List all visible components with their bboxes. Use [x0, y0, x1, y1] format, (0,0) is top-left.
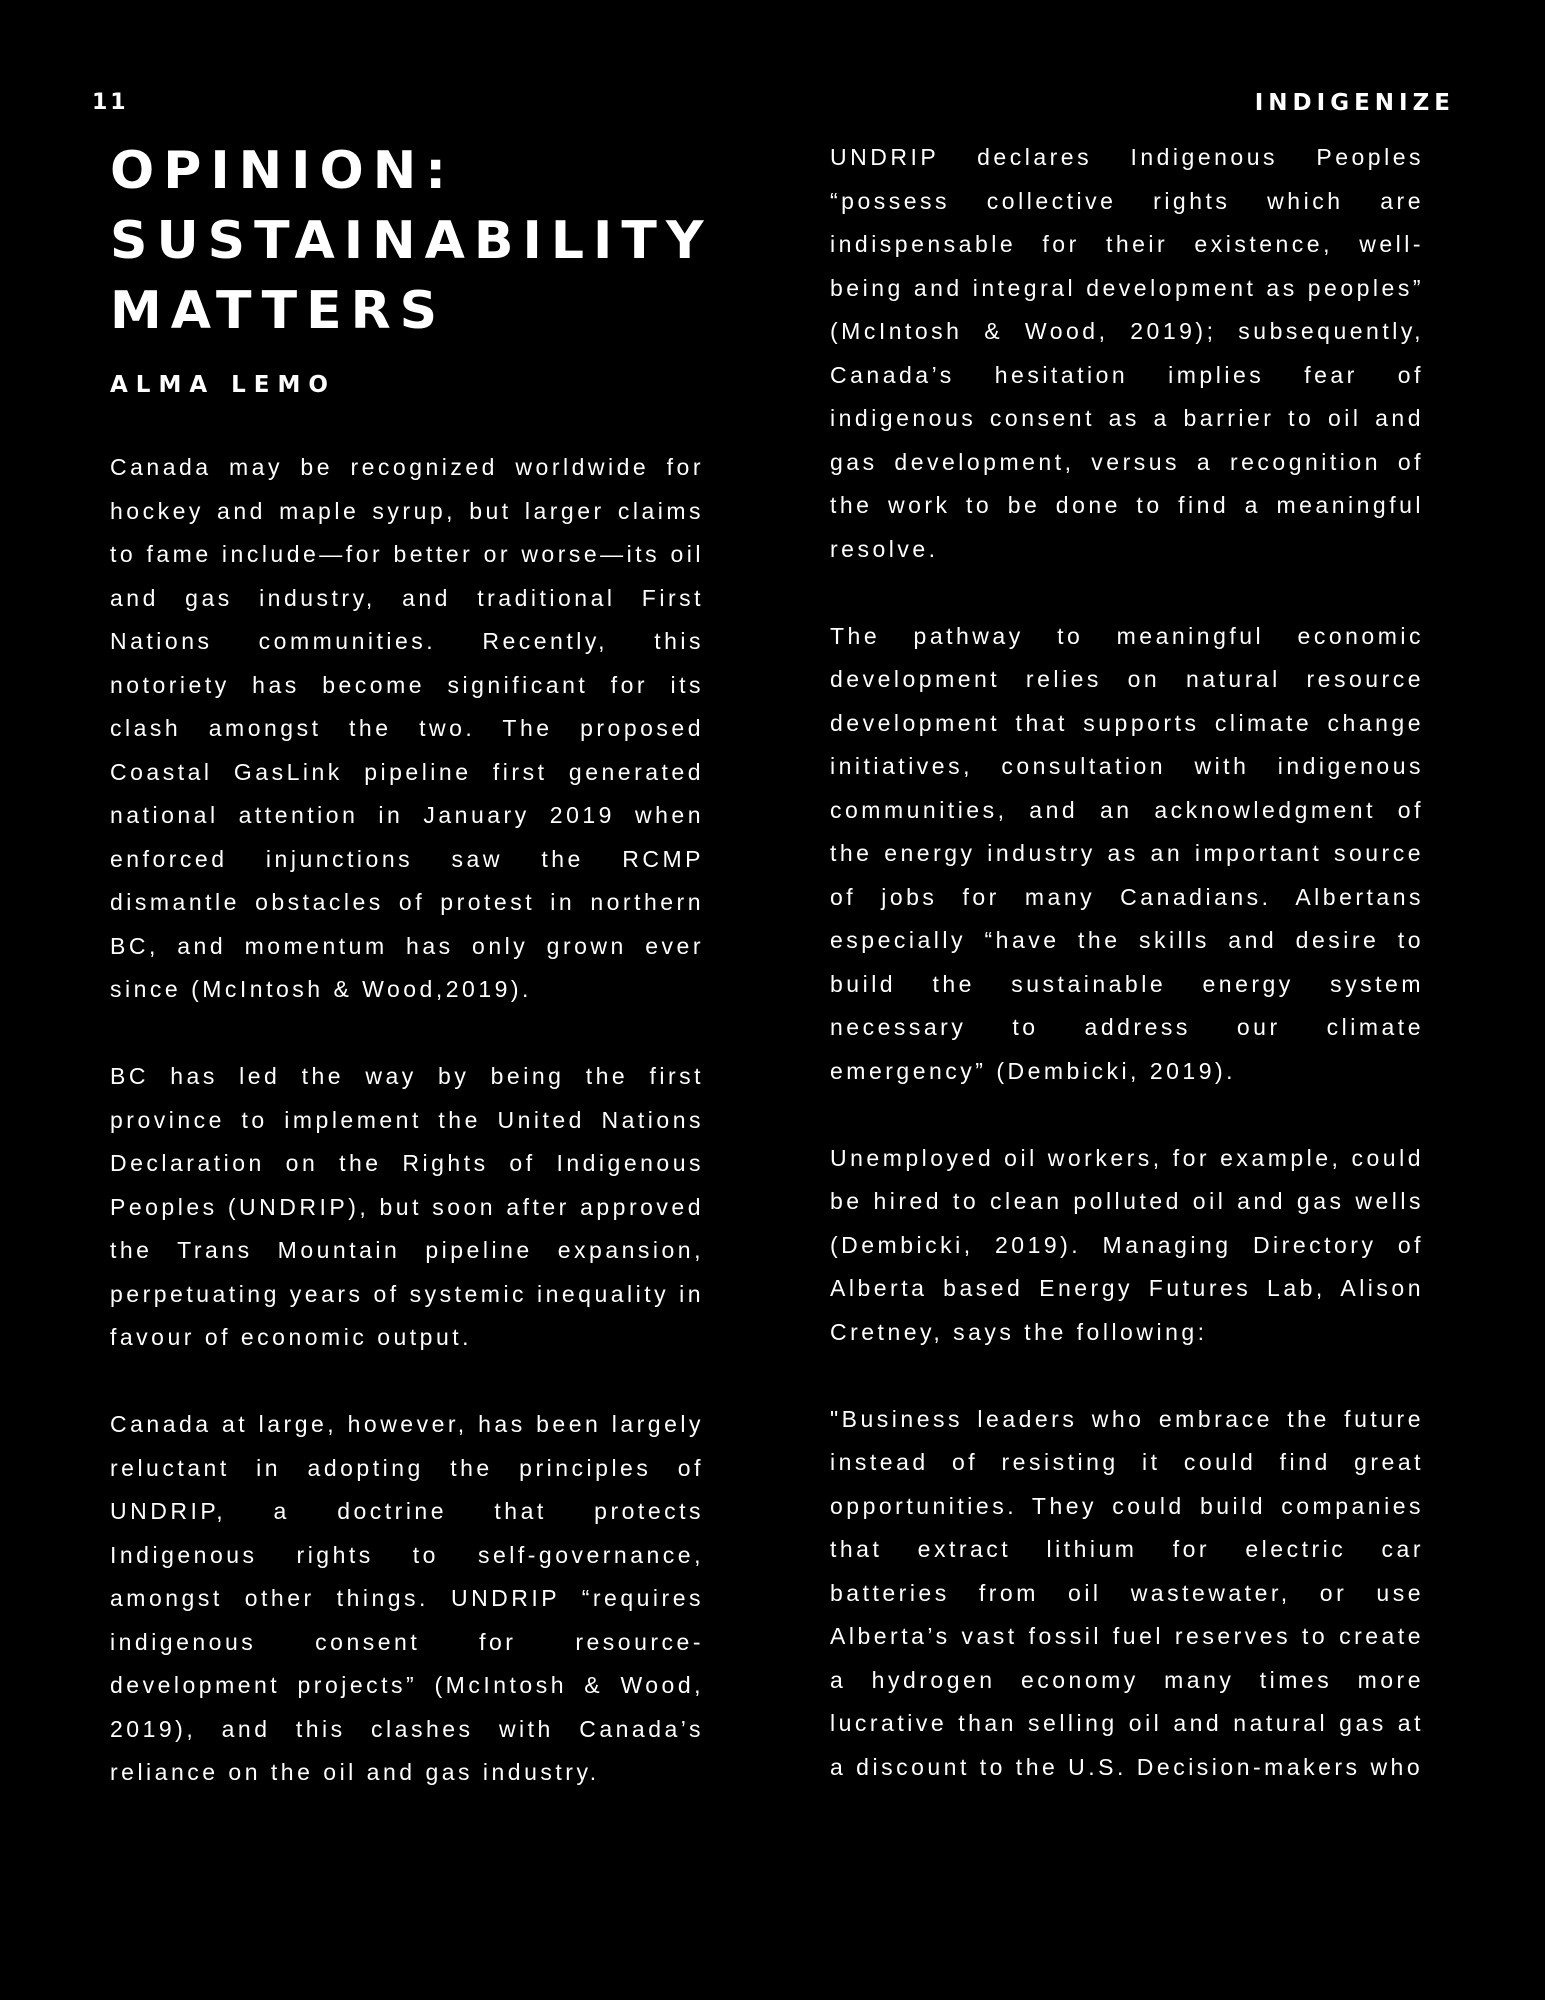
title-line: SUSTAINABILITY: [110, 211, 713, 271]
paragraph: Unemployed oil workers, for example, could be hired to clean polluted oil and gas wells (Dembicki, 2019). Managing Directory of Alberta based Energy Futures Lab, Alison Cretney, says the following:: [830, 1144, 1424, 1345]
paragraph: Canada at large, however, has been largely reluctant in adopting the principles of UNDRIP, a doctrine that protects Indigenous rights to self-governance, amongst other things. UNDRIP “requires indigenous consent for resource-development projects” (McIntosh & Wood, 2019), and this clashes with Canada’s reliance on the oil and gas industry.: [110, 1411, 704, 1785]
title-line: OPINION:: [110, 141, 456, 201]
right-body-text: [830, 136, 1424, 1789]
right-column: [830, 136, 1424, 1789]
magazine-name: INDIGENIZE: [1254, 90, 1455, 116]
author-name: ALMA LEMO: [110, 372, 336, 398]
article-title: [110, 136, 713, 346]
page-number: 11: [92, 90, 129, 115]
paragraph: The pathway to meaningful economic development relies on natural resource development that supports climate change initiatives, consultation with indigenous communities, and an acknowledgment of the energy industry as an important source of jobs for many Canadians. Albertans especially “have the skills and desire to build the sustainable energy system necessary to address our climate emergency” (Dembicki, 2019).: [830, 622, 1424, 1084]
left-column: [110, 136, 713, 1795]
paragraph: Canada may be recognized worldwide for hockey and maple syrup, but larger claims to fame include—for better or worse—its oil and gas industry, and traditional First Nations communities. Recently, this notoriety has become significant for its clash amongst the two. The proposed Coastal GasLink pipeline first generated national attention in January 2019 when enforced injunctions saw the RCMP dismantle obstacles of protest in northern BC, and momentum has only grown ever since (McIntosh & Wood,2019).: [110, 454, 704, 1002]
title-line: MATTERS: [110, 281, 447, 341]
paragraph: UNDRIP declares Indigenous Peoples “possess collective rights which are indispensable for their existence, well-being and integral development as peoples” (McIntosh & Wood, 2019); subsequently, Canada’s hesitation implies fear of indigenous consent as a barrier to oil and gas development, versus a recognition of the work to be done to find a meaningful resolve.: [830, 144, 1424, 562]
paragraph: BC has led the way by being the first province to implement the United Nations Declaration on the Rights of Indigenous Peoples (UNDRIP), but soon after approved the Trans Mountain pipeline expansion, perpetuating years of systemic inequality in favour of economic output.: [110, 1063, 704, 1350]
paragraph: "Business leaders who embrace the future instead of resisting it could find great opportunities. They could build companies that extract lithium for electric car batteries from oil wastewater, or use Alberta’s vast fossil fuel reserves to create a hydrogen economy many times more lucrative than selling oil and natural gas at a discount to the U.S. Decision-makers who: [830, 1405, 1424, 1780]
left-body-text: [110, 446, 704, 1795]
